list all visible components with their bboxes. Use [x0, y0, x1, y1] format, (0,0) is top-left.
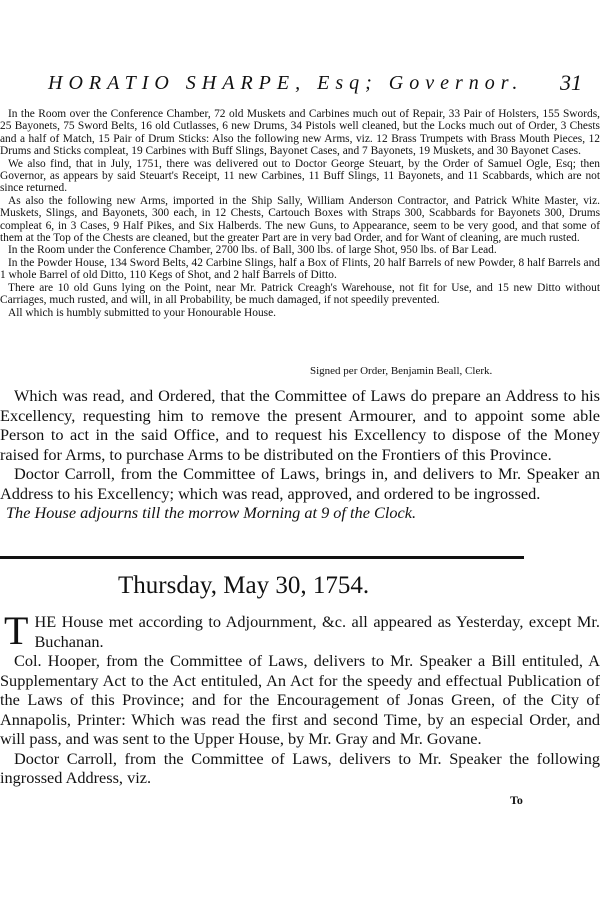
bill-paragraph: Col. Hooper, from the Committee of Laws, delivers to Mr. Speaker a Bill entituled, A Supplementary Act to the Act entituled, An Act for the speedy and effectual Publication of the Laws of this Province; and for the Encouragement of Jonas Green, of the City of Annapolis, Printer: Which was read the first and second Time, by an especial Order, and will pass, and was sent to the Upper House, by Mr. Gray and Mr. Govane.	[0, 651, 600, 748]
clerk-signature: Signed per Order, Benjamin Beall, Clerk.	[310, 365, 493, 377]
running-head-title: HORATIO SHARPE, Esq; Governor.	[48, 72, 524, 94]
adjournment-line: The House adjourns till the morrow Morning at 9 of the Clock.	[6, 503, 417, 522]
opening-paragraph	[0, 608, 600, 653]
order-paragraph: Which was read, and Ordered, that the Committee of Laws do prepare an Address to his Excellency, requesting him to remove the present Armourer, and to appoint some able Person to act in the said Office, and to request his Excellency to dispose of the Money raised for Arms, to purchase Arms to be distributed on the Frontiers of this Province.	[0, 386, 600, 464]
wednesday-proceedings	[0, 386, 600, 523]
report-paragraph: All which is humbly submitted to your Honourable House.	[8, 306, 276, 319]
page-number: 31	[560, 70, 582, 95]
report-paragraph: As also the following new Arms, imported in the Ship Sally, William Anderson Contractor, and Patrick White Master, viz. Muskets, Slings, and Bayonets, 300 each, in 12 Chests, Cartouch Boxes with Straps 300, Scabbards for Bayonets 300, Drums compleat 6, in 3 Cases, 9 Half Pikes, and Six Halberds. The new Guns, to Appearance, seem to be very good, and that some of them at the Top of the Chests are cleaned, but the greater Part are in very bad Order, and for Want of cleaning, are much rusted.	[0, 194, 600, 245]
address-paragraph: Doctor Carroll, from the Committee of Laws, brings in, and delivers to Mr. Speaker an Address to his Excellency; which was read, approved, and ordered to be ingrossed.	[0, 464, 600, 503]
armoury-report	[0, 108, 600, 319]
section-rule	[0, 556, 524, 559]
ingrossed-address-paragraph: Doctor Carroll, from the Committee of Laws, delivers to Mr. Speaker the following ingrossed Address, viz.	[0, 748, 600, 787]
report-paragraph: In the Powder House, 134 Sword Belts, 42 Carbine Slings, half a Box of Flints, 20 half Barrels of new Powder, 8 half Barrels and 1 whole Barrel of old Ditto, 110 Kegs of Shot, and 2 half Barrels of Ditto.	[0, 256, 600, 282]
report-paragraph: In the Room under the Conference Chamber, 2700 lbs. of Ball, 300 lbs. of large Shot, 950 lbs. of Bar Lead.	[8, 244, 497, 257]
running-head	[0, 72, 600, 100]
thursday-proceedings	[0, 608, 600, 788]
catchword: To	[510, 793, 523, 807]
report-paragraph: There are 10 old Guns lying on the Point, near Mr. Patrick Creagh's Warehouse, not fit for Use, and 15 new Ditto without Carriages, much rusted, and will, in all Probability, be much damaged, if not speedily prevented.	[0, 281, 600, 307]
report-paragraph: We also find, that in July, 1751, there was delivered out to Doctor George Steuart, by the Order of Samuel Ogle, Esq; then Governor, as appears by said Steuart's Receipt, 11 new Carbines, 11 Buff Slings, 11 Bayonets, and 11 Scabbards, which are not since returned.	[0, 157, 600, 195]
report-paragraph: In the Room over the Conference Chamber, 72 old Muskets and Carbines much out of Repair, 33 Pair of Holsters, 155 Swords, 25 Bayonets, 75 Sword Belts, 16 old Cutlasses, 6 new Drums, 34 Pistols well cleaned, but the Locks much out of Order, 3 Chests and a half of Match, 15 Pair of Drum Sticks: Also the following new Arms, viz. 12 Brass Trumpets with Brass Mouth Pieces, 12 Drums and Sticks compleat, 19 Carbines with Buff Slings, Bayonet Cases, and 7 Bayonets, 19 Muskets, and 30 Bayonet Cases.	[0, 108, 600, 158]
date-heading: Thursday, May 30, 1754.	[118, 572, 370, 599]
opening-text: HE House met according to Adjournment, &c. all appeared as Yesterday, except Mr. Buchanan.	[34, 612, 600, 651]
drop-cap: T	[4, 608, 29, 653]
